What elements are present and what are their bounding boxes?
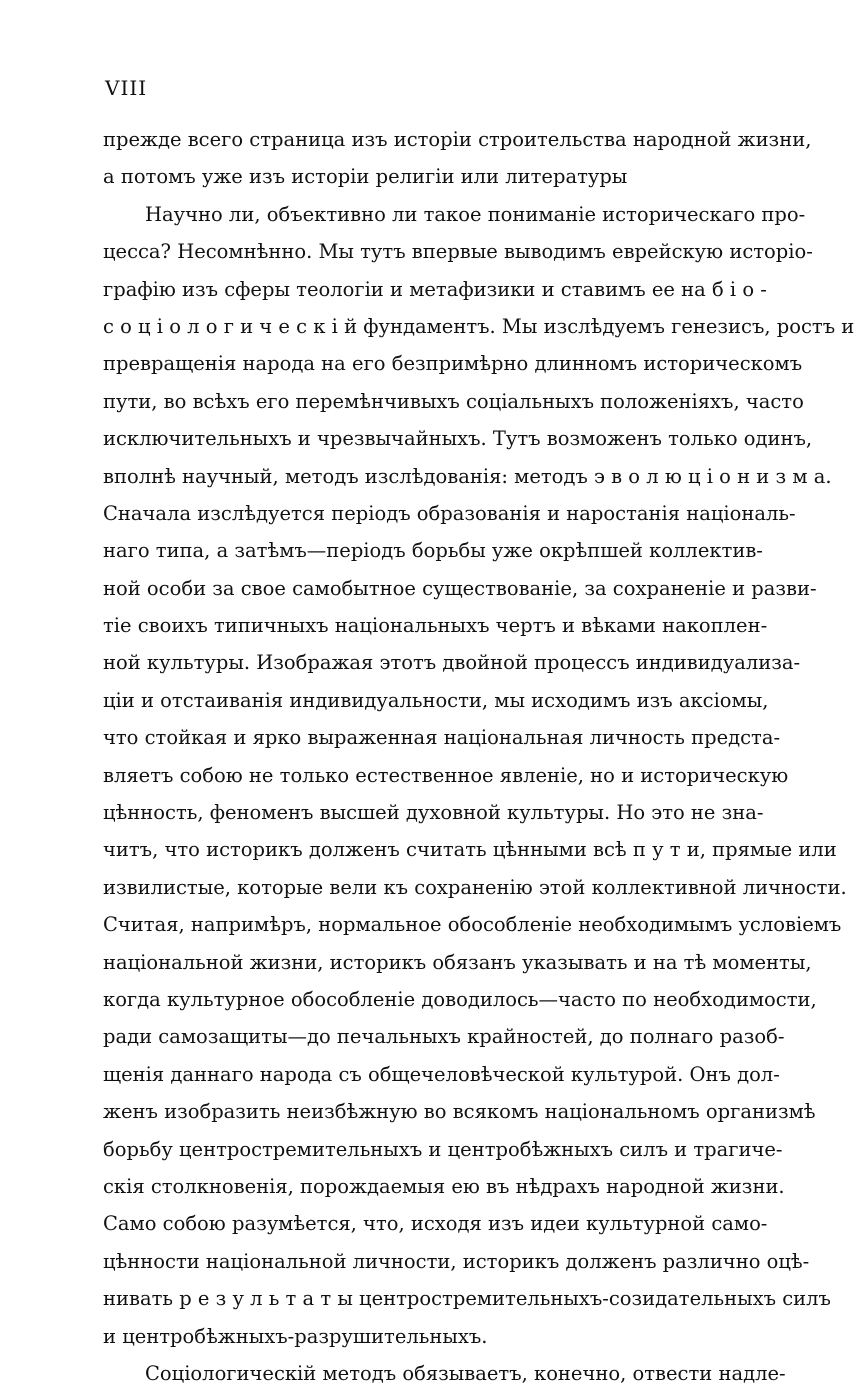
text-line: Считая, напримѣръ, нормальное обособленіе необходимымъ условіемъ (103, 913, 842, 937)
text-line: цѣнности національной личности, историкъ долженъ различно оцѣ- (103, 1249, 810, 1273)
text-line: Научно ли, объективно ли такое пониманіе историческаго про- (145, 202, 806, 226)
text-line: нивать р е з у л ь т а т ы центростремительныхъ-созидательныхъ силъ (103, 1287, 831, 1311)
text-line: цесса? Несомнѣнно. Мы тутъ впервые выводимъ еврейскую исторіо- (103, 240, 813, 264)
text-line: наго типа, а затѣмъ—періодъ борьбы уже окрѣпшей коллектив- (103, 539, 763, 563)
text-line: вполнѣ научный, методъ изслѣдованія: методъ э в о л ю ц і о н и з м а. (103, 464, 832, 488)
text-line: Само собою разумѣется, что, исходя изъ идеи культурной само- (103, 1212, 768, 1236)
text-line: и центробѣжныхъ-разрушительныхъ. (103, 1324, 488, 1348)
text-line: читъ, что историкъ долженъ считать цѣнными всѣ п у т и, прямые или (103, 838, 837, 862)
text-line: цѣнность, феноменъ высшей духовной культуры. Но это не зна- (103, 801, 764, 825)
text-line: что стойкая и ярко выраженная національная личность предста- (103, 726, 781, 750)
text-line: ной особи за свое самобытное существованіе, за сохраненіе и разви- (103, 576, 817, 600)
text-line: Сначала изслѣдуется періодъ образованія и наростанія національ- (103, 501, 796, 525)
text-line: ціи и отстаиванія индивидуальности, мы исходимъ изъ аксіомы, (103, 688, 769, 712)
text-line: Соціологическій методъ обязываетъ, конечно, отвести надле- (145, 1361, 786, 1385)
page-number: VIII (105, 76, 148, 100)
text-line: графію изъ сферы теологіи и метафизики и ставимъ ее на б і о - (103, 277, 767, 301)
text-line: національной жизни, историкъ обязанъ указывать и на тѣ моменты, (103, 950, 812, 974)
text-line: ради самозащиты—до печальныхъ крайностей, до полнаго разоб- (103, 1025, 785, 1049)
text-line: с о ц і о л о г и ч е с к і й фундаментъ. Мы изслѣдуемъ генезисъ, ростъ и (103, 314, 854, 338)
text-line: скія столкновенія, порождаемыя ею въ нѣдрахъ народной жизни. (103, 1174, 785, 1198)
text-line: превращенія народа на его безпримѣрно длинномъ историческомъ (103, 352, 803, 376)
text-line: борьбу центростремительныхъ и центробѣжныхъ силъ и трагиче- (103, 1137, 783, 1161)
text-line: вляетъ собою не только естественное явленіе, но и историческую (103, 763, 789, 787)
text-line: когда культурное обособленіе доводилось—часто по необходимости, (103, 987, 817, 1011)
text-line: прежде всего страница изъ исторіи строительства народной жизни, (103, 128, 812, 151)
text-line: женъ изобразить неизбѣжную во всякомъ національномъ организмѣ (103, 1100, 816, 1124)
text-line: пути, во всѣхъ его перемѣнчивыхъ соціальныхъ положеніяхъ, часто (103, 389, 804, 413)
text-line: тіе своихъ типичныхъ національныхъ чертъ и вѣками накоплен- (103, 614, 768, 638)
text-line: исключительныхъ и чрезвычайныхъ. Тутъ возможенъ только одинъ, (103, 427, 813, 451)
body-text (103, 121, 854, 1392)
text-line: извилистые, которые вели къ сохраненію этой коллективной личности. (103, 875, 847, 899)
text-line: а потомъ уже изъ исторіи религіи или литературы (103, 165, 628, 189)
text-line: ной культуры. Изображая этотъ двойной процессъ индивидуализа- (103, 651, 801, 675)
text-line: щенія даннаго народа съ общечеловѣческой культурой. Онъ дол- (103, 1062, 780, 1086)
